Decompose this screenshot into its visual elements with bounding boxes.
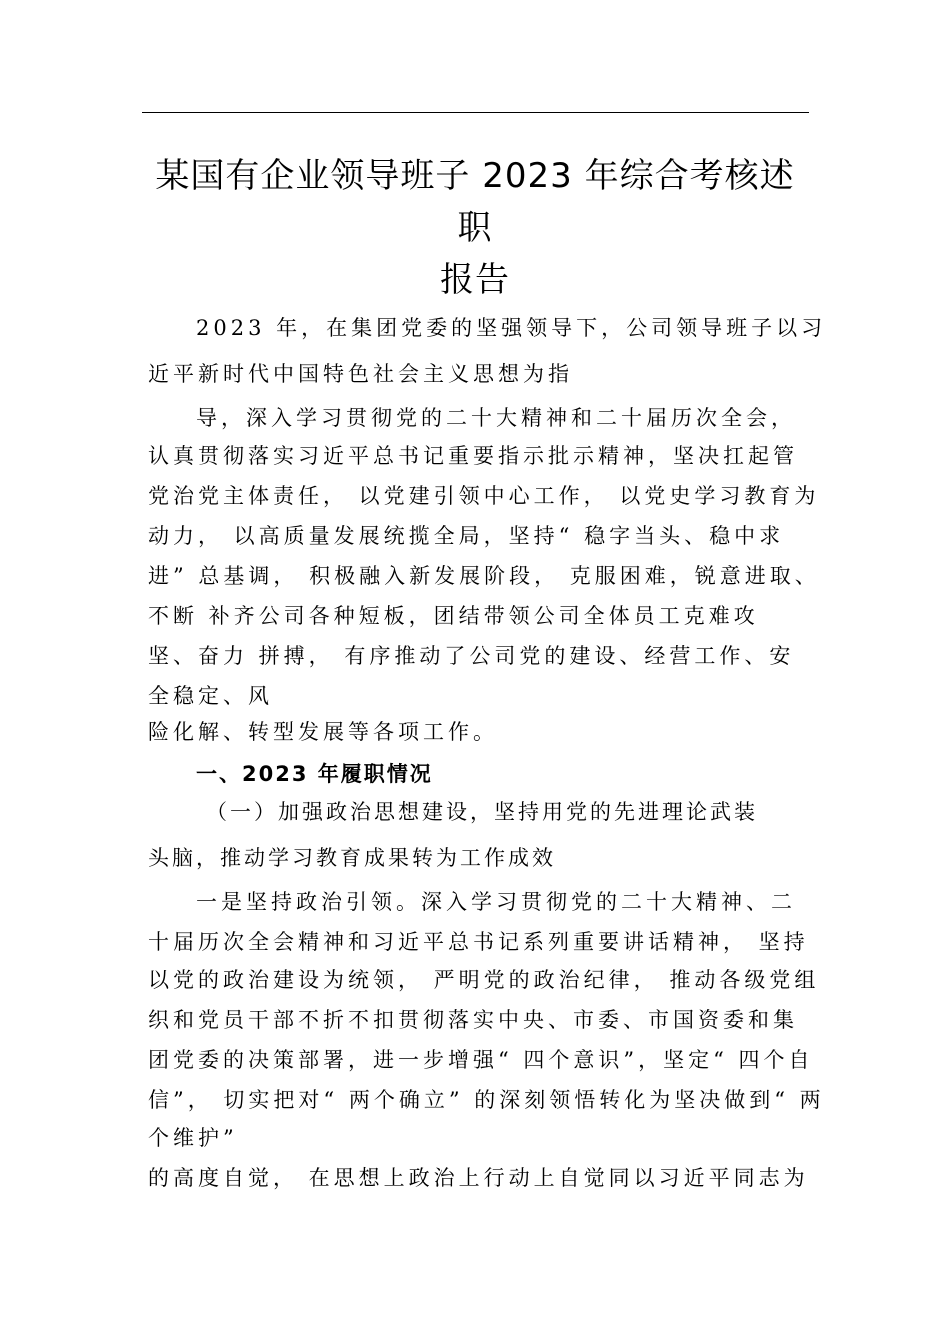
- subsection-heading-line: （一）加强政治思想建设，坚持用党的先进理论武装: [206, 800, 758, 824]
- intro-line: 近平新时代中国特色社会主义思想为指: [148, 362, 573, 386]
- intro-line: 不断 补齐公司各种短板，团结带领公司全体员工克难攻: [148, 604, 759, 628]
- intro-line: 坚、奋力 拼搏， 有序推动了公司党的建设、经营工作、安: [148, 644, 795, 668]
- title-line-1: 某国有企业领导班子 2023 年综合考核述职: [155, 156, 795, 248]
- body-line: 织和党员干部不折不扣贯彻落实中央、市委、市国资委和集: [148, 1008, 798, 1032]
- intro-line: 认真贯彻落实习近平总书记重要指示批示精神，坚决扛起管: [148, 444, 798, 468]
- intro-line: 进” 总基调， 积极融入新发展阶段， 克服困难，锐意进取、: [148, 564, 820, 588]
- body-line: 团党委的决策部署，进一步增强“ 四个意识”，坚定“ 四个自: [148, 1048, 814, 1072]
- intro-line: 党治党主体责任， 以党建引领中心工作， 以党史学习教育为: [148, 484, 820, 508]
- body-line: 一是坚持政治引领。深入学习贯彻党的二十大精神、二: [196, 890, 796, 914]
- intro-line: 导，深入学习贯彻党的二十大精神和二十届历次全会，: [196, 406, 796, 430]
- intro-line: 2023 年，在集团党委的坚强领导下，公司领导班子以习: [196, 316, 827, 340]
- header-rule: [142, 112, 809, 113]
- document-title: [140, 150, 810, 306]
- intro-line: 动力， 以高质量发展统揽全局，坚持“ 稳字当头、稳中求: [148, 524, 785, 548]
- subsection-heading-line: 头脑，推动学习教育成果转为工作成效: [148, 846, 556, 870]
- body-line: 以党的政治建设为统领， 严明党的政治纪律， 推动各级党组: [148, 968, 820, 992]
- title-line-2: 报告: [440, 260, 510, 300]
- body-line: 信”， 切实把对“ 两个确立” 的深刻领悟转化为坚决做到“ 两: [148, 1088, 825, 1112]
- body-line: 个维护”: [148, 1126, 238, 1150]
- body-line: 十届历次全会精神和习近平总书记系列重要讲话精神， 坚持: [148, 930, 809, 954]
- body-line: 的高度自觉， 在思想上政治上行动上自觉同以习近平同志为: [148, 1166, 809, 1190]
- intro-line: 全稳定、风: [148, 684, 273, 708]
- intro-line: 险化解、转型发展等各项工作。: [148, 720, 498, 744]
- section-heading: 一、2023 年履职情况: [196, 762, 433, 786]
